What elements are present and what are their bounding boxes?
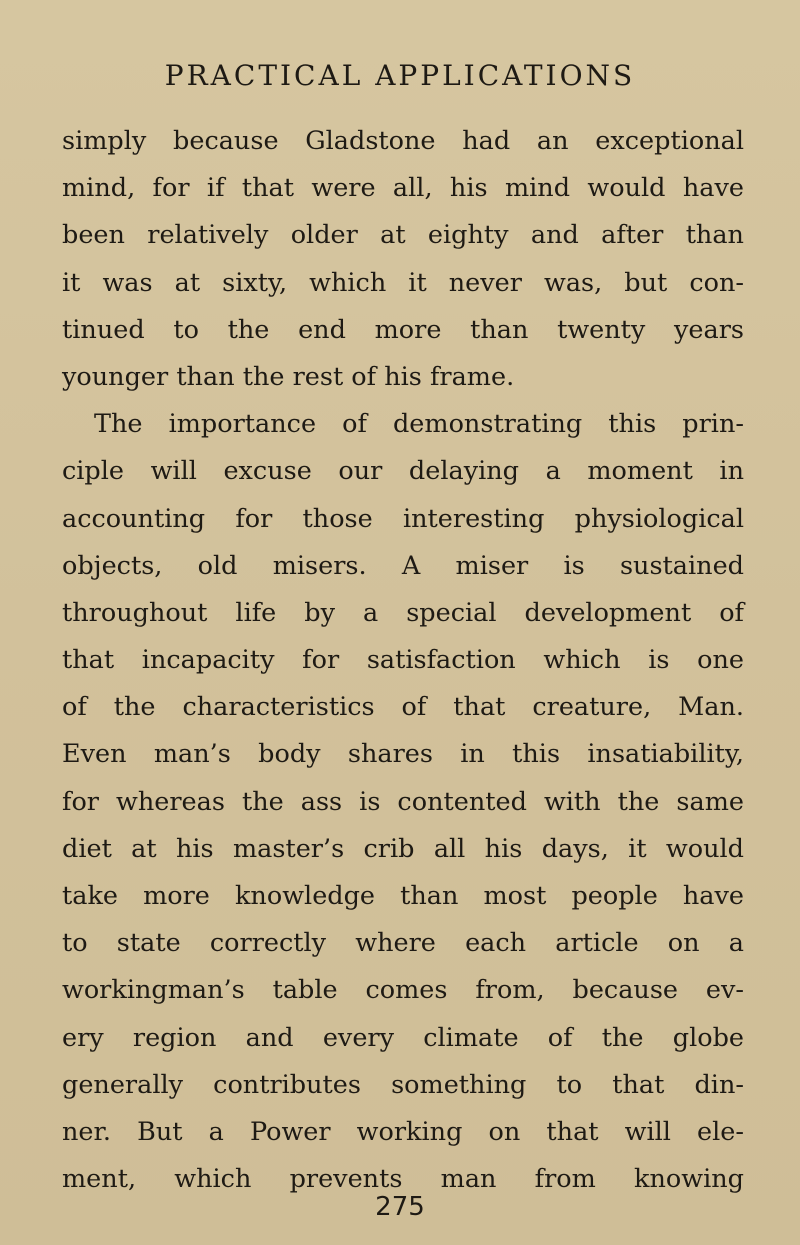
- text-line: objects, old misers. A miser is sustained: [62, 550, 744, 581]
- text-line: tinued to the end more than twenty years: [62, 314, 744, 345]
- page-number: 275: [375, 1192, 425, 1222]
- text-line: younger than the rest of his frame.: [62, 361, 515, 392]
- text-line: diet at his master’s crib all his days, it would: [62, 833, 744, 864]
- text-line: mind, for if that were all, his mind would have: [62, 173, 744, 204]
- text-line: been relatively older at eighty and after than: [62, 220, 744, 251]
- text-line: ciple will excuse our delaying a moment in: [62, 456, 744, 487]
- paragraph-start-line: The importance of demonstrating this prin-: [94, 409, 744, 440]
- text-line: ery region and every climate of the globe: [62, 1022, 744, 1053]
- text-line: ment, which prevents man from knowing: [62, 1164, 744, 1195]
- text-line: it was at sixty, which it never was, but con-: [62, 267, 744, 298]
- text-line: ner. But a Power working on that will ele-: [62, 1116, 744, 1147]
- text-line: simply because Gladstone had an exceptional: [62, 126, 744, 156]
- text-line: to state correctly where each article on a: [62, 928, 744, 959]
- text-line: generally contributes something to that din-: [62, 1069, 744, 1100]
- text-line: for whereas the ass is contented with the same: [62, 786, 744, 817]
- text-line: throughout life by a special development of: [62, 597, 744, 628]
- text-line: take more knowledge than most people have: [62, 881, 744, 911]
- text-line: Even man’s body shares in this insatiability,: [62, 739, 744, 770]
- body-text: [62, 118, 744, 1203]
- text-line: that incapacity for satisfaction which is one: [62, 645, 744, 676]
- text-line: workingman’s table comes from, because ev-: [62, 975, 744, 1006]
- text-line: of the characteristics of that creature, Man.: [62, 692, 744, 723]
- text-line: accounting for those interesting physiological: [62, 503, 744, 534]
- running-head: PRACTICAL APPLICATIONS: [164, 59, 636, 92]
